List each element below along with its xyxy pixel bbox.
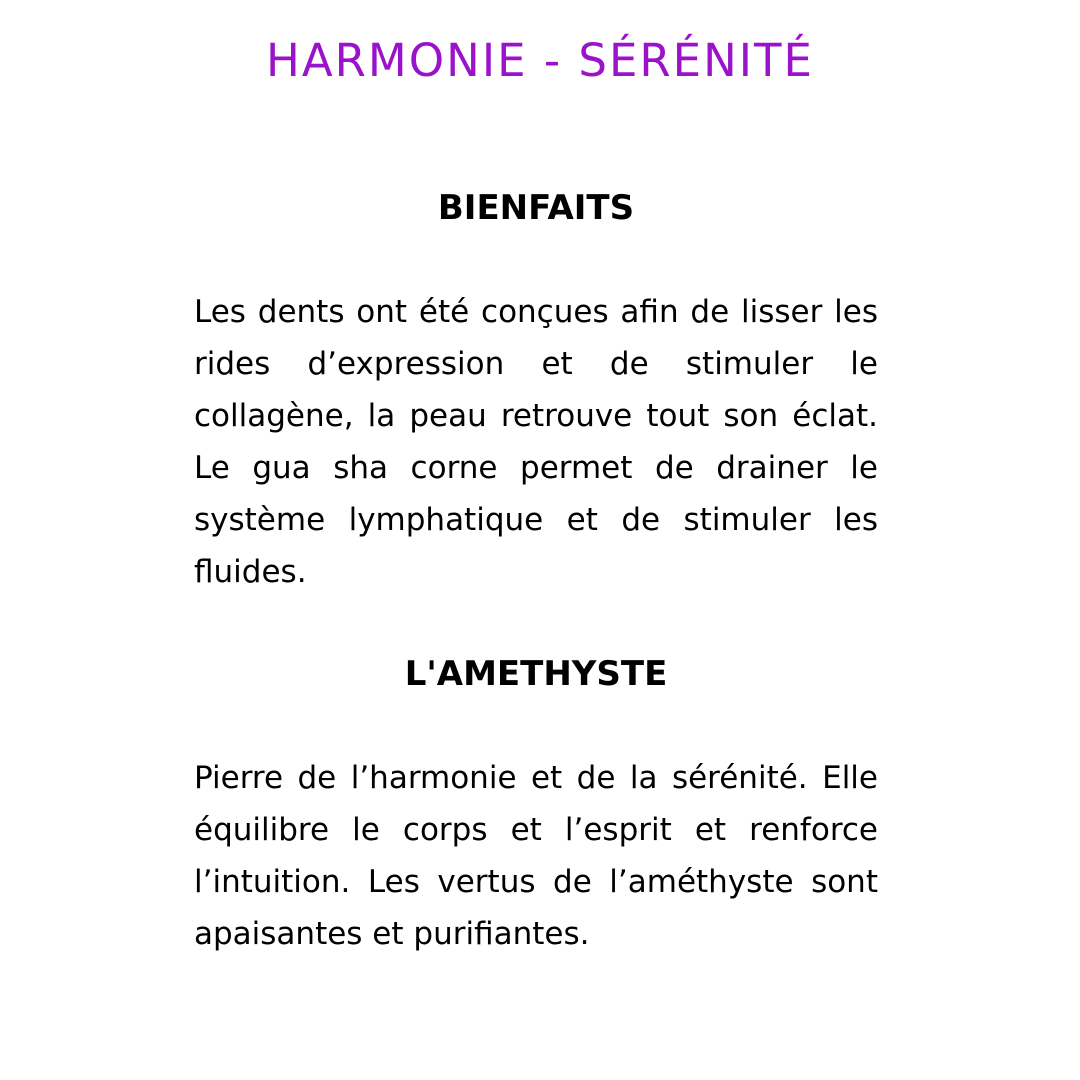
amethyst-section — [194, 652, 878, 960]
benefits-description: Les dents ont été conçues afin de lisser les rides d’expression et de stimuler le collagène, la peau retrouve tout son éclat. Le gua sha corne permet de drainer le système lymphatique et de stimuler les fluides. — [194, 294, 878, 590]
page-title: HARMONIE - SÉRÉNITÉ — [266, 34, 814, 87]
benefits-heading: BIENFAITS — [437, 188, 635, 228]
benefits-section — [194, 186, 878, 598]
amethyst-description: Pierre de l’harmonie et de la sérénité. Elle équilibre le corps et l’esprit et renforce l’intuition. Les vertus de l’améthyste sont apaisantes et purifiantes. — [194, 760, 878, 952]
amethyst-heading: L'AMETHYSTE — [404, 654, 668, 694]
